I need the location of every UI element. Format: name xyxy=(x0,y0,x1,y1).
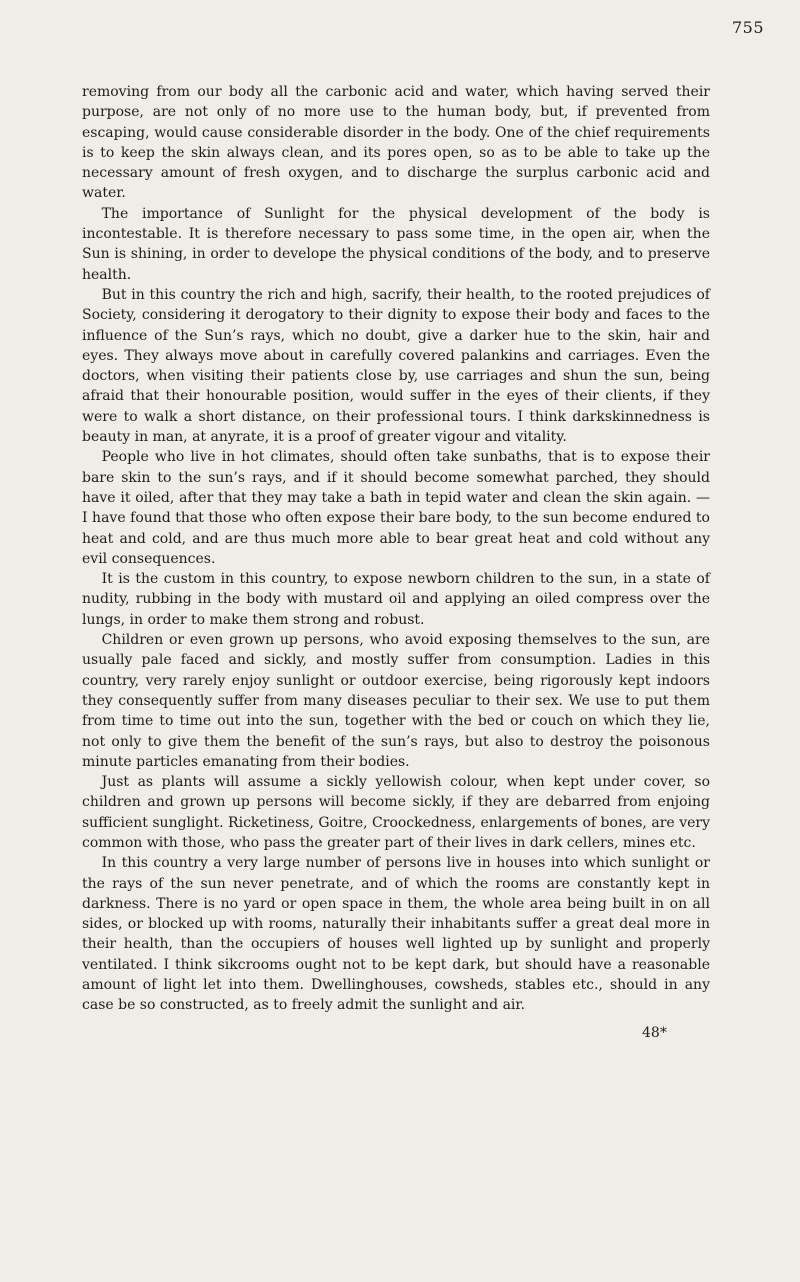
paragraph: The importance of Sunlight for the physical development of the body is incontestable. It is therefore necessary to pass some time, in the open air, when the Sun is shining, in order to develope the physical conditions of the body, and to preserve health. xyxy=(82,205,710,283)
page-number: 755 xyxy=(731,18,764,37)
paragraph: Children or even grown up persons, who avoid exposing themselves to the sun, are usually pale faced and sickly, and mostly suffer from consumption. Ladies in this country, very rarely enjoy sunlight or outdoor exercise, being rigorously kept indoors they consequently suffer from many diseases peculiar to their sex. We use to put them from time to time out into the sun, together with the bed or couch on which they lie, not only to give them the benefit of the sun’s rays, but also to destroy the poisonous minute particles emanating from their bodies. xyxy=(82,632,710,770)
paragraph: But in this country the rich and high, sacrify, their health, to the rooted prejudices of Society, considering it derogatory to their dignity to expose their body and faces to the influence of the Sun’s rays, which no doubt, give a darker hue to the skin, hair and eyes. They always move about in carefully covered palankins and carriages. Even the doctors, when visiting their patients close by, use carriages and shun the sun, being afraid that their honourable position, would suffer in the eyes of their clients, if they were to walk a short distance, on their professional tours. I think darkskinnedness is beauty in man, at anyrate, it is a proof of greater vigour and vitality. xyxy=(82,286,710,446)
signature-mark: 48* xyxy=(642,1025,667,1041)
paragraph: In this country a very large number of persons live in houses into which sunlight or the rays of the sun never penetrate, and of which the rooms are constantly kept in darkness. There is no yard or open space in them, the whole area being built in on all sides, or blocked up with rooms, naturally their inhabitants suffer a great deal more in their health, than the occupiers of houses well lighted up by sunlight and properly ventilated. I think sikcrooms ought not to be kept dark, but should have a reasonable amount of light let into them. Dwellinghouses, cowsheds, stables etc., should in any case be so constructed, as to freely admit the sunlight and air. xyxy=(82,855,710,1014)
paragraph: removing from our body all the carbonic acid and water, which having served their purpose, are not only of no more use to the human body, but, if prevented from escaping, would cause considerable disorder in the body. One of the chief requirements is to keep the skin always clean, and its pores open, so as to be able to take up the necessary amount of fresh oxygen, and to discharge the surplus carbonic acid and water. xyxy=(82,84,710,202)
paragraph: People who live in hot climates, should often take sunbaths, that is to expose their bare skin to the sun’s rays, and if it should become somewhat parched, they should have it oiled, after that they may take a bath in tepid water and clean the skin again. — I have found that those who often expose their bare body, to the sun become endured to heat and cold, and are thus much more able to bear great heat and cold without any evil consequences. xyxy=(82,449,710,567)
paragraph: Just as plants will assume a sickly yellowish colour, when kept under cover, so children and grown up persons will become sickly, if they are debarred from enjoing sufficient sunglight. Ricketiness, Goitre, Croockedness, enlargements of bones, are very common with those, who pass the greater part of their lives in dark cellers, mines etc. xyxy=(82,774,710,851)
body-text xyxy=(82,82,710,1016)
paragraph: It is the custom in this country, to expose newborn children to the sun, in a state of nudity, rubbing in the body with mustard oil and applying an oiled compress over the lungs, in order to make them strong and robust. xyxy=(82,571,710,628)
